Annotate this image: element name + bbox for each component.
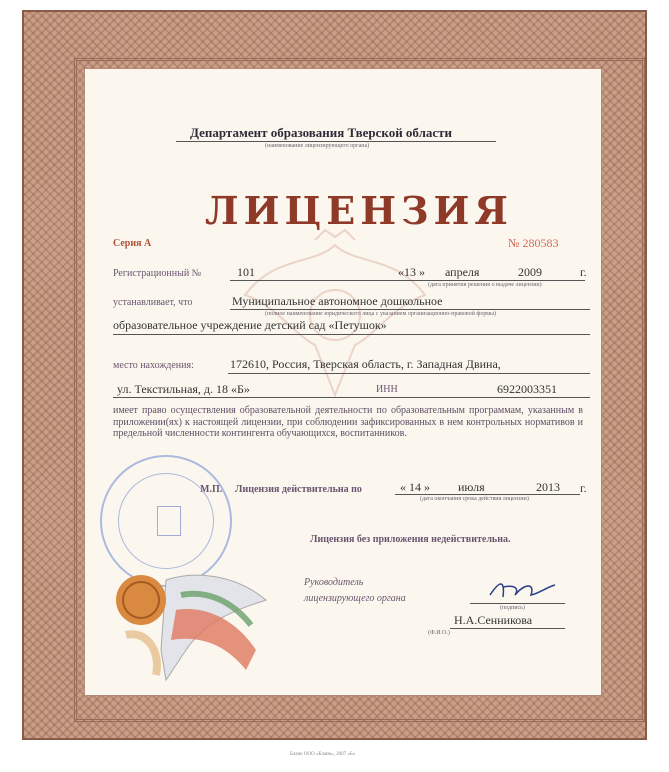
head-name: Н.А.Сенникова xyxy=(454,613,533,627)
location-line1: 172610, Россия, Тверская область, г. Западная Двина, xyxy=(230,357,501,371)
ribbon-seal-decoration xyxy=(106,560,276,690)
appendix-note: Лицензия без приложения недействительна. xyxy=(310,534,511,545)
organization-underline2 xyxy=(113,334,590,335)
registration-number: 101 xyxy=(237,265,255,279)
organization-underline1 xyxy=(230,309,590,310)
signature-caption: (подпись) xyxy=(500,605,525,611)
registration-year-suffix: г. xyxy=(580,265,587,279)
organization-caption: (полное наименование юридического лица с указанием организационно-правовой формы) xyxy=(265,311,497,317)
organization-name-line1: Муниципальное автономное дошкольное xyxy=(232,294,443,308)
registration-underline xyxy=(230,280,585,281)
location-underline1 xyxy=(228,373,590,374)
issuing-authority: Департамент образования Тверской области xyxy=(190,125,453,140)
location-line2: ул. Текстильная, д. 18 «Б» xyxy=(117,382,250,396)
registration-year: 2009 xyxy=(518,265,542,279)
stamp-place-label: М.П. xyxy=(200,484,223,495)
organization-name-line2: образовательное учреждение детский сад «Петушок» xyxy=(113,318,387,332)
head-title-line2: лицензирующего органа xyxy=(304,593,406,604)
signature-underline xyxy=(470,603,565,604)
name-caption: (Ф.И.О.) xyxy=(428,630,450,636)
name-underline xyxy=(450,628,565,629)
registration-caption: (дата принятия решения о выдаче лицензии) xyxy=(428,282,542,288)
authority-caption: (наименование лицензирующего органа) xyxy=(265,143,370,149)
stamp-crest-icon xyxy=(157,506,181,536)
inn-label: ИНН xyxy=(376,384,398,395)
validity-underline xyxy=(395,494,580,495)
validity-label: Лицензия действительна по xyxy=(235,484,362,495)
authority-underline xyxy=(176,141,496,142)
registration-month: апреля xyxy=(445,265,480,279)
license-number: № 280583 xyxy=(508,236,559,250)
handwritten-signature xyxy=(485,575,560,603)
head-title-line1: Руководитель xyxy=(304,577,364,588)
validity-month: июля xyxy=(458,480,485,494)
validity-year: 2013 xyxy=(536,480,560,494)
validity-year-suffix: г. xyxy=(580,481,587,495)
registration-label: Регистрационный № xyxy=(113,268,202,279)
validity-caption: (дата окончания срока действия лицензии) xyxy=(420,496,529,502)
rights-statement: имеет право осуществления образовательной деятельности по образовательным программам, указанным в приложении(ях) к настоящей лицензии, при соблюдении зафиксированных в нем контрольных нормативов и предельной численности контингента обучающихся, воспитанников. xyxy=(113,405,583,439)
establishes-label: устанавливает, что xyxy=(113,297,193,308)
print-footer: Бланк ООО «Бланк», 2007 «Б» xyxy=(290,752,356,757)
validity-day: « 14 » xyxy=(400,480,430,494)
document-title: ЛИЦЕНЗИЯ xyxy=(205,188,513,233)
series-label: Серия А xyxy=(113,238,152,249)
registration-day: «13 » xyxy=(398,265,425,279)
location-underline2 xyxy=(113,397,590,398)
inn-number: 6922003351 xyxy=(497,382,557,396)
location-label: место нахождения: xyxy=(113,360,194,371)
